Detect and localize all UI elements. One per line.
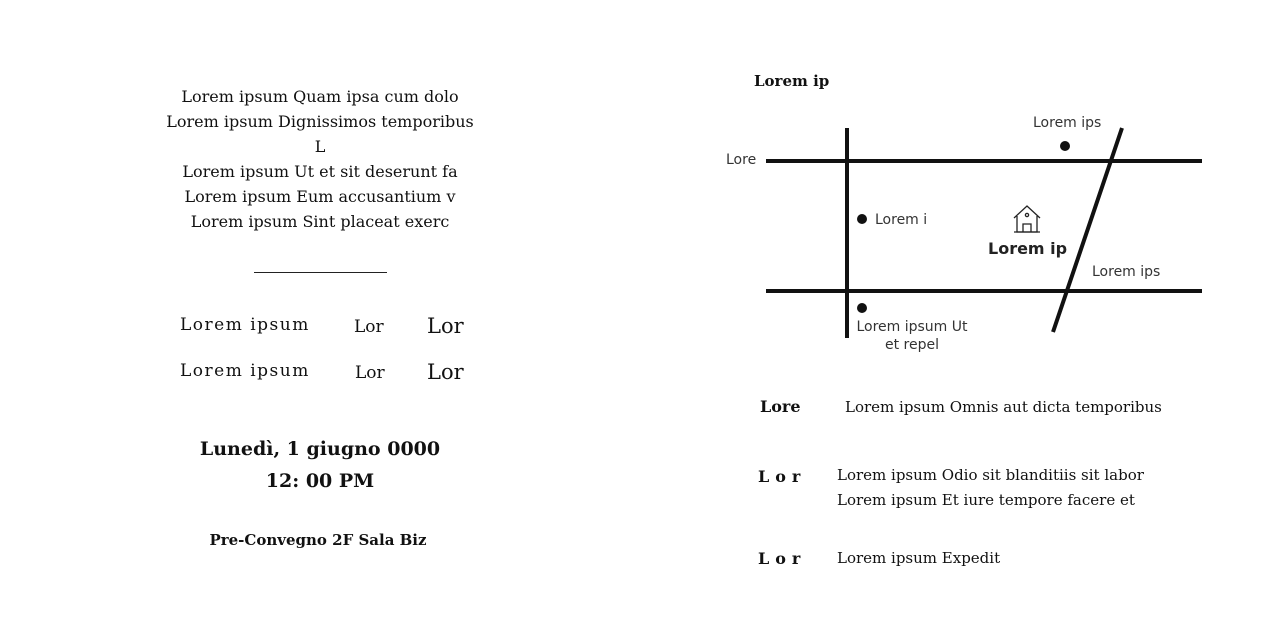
event-venue: Pre-Convegno 2F Sala Biz <box>209 531 427 549</box>
info-key: Lor <box>758 467 807 486</box>
info-value: Lorem ipsum Expedit <box>837 549 1001 567</box>
map-label: Lorem ips <box>1033 115 1102 131</box>
info-value: Lorem ipsum Et iure tempore facere et <box>837 491 1135 509</box>
map-building-label: Lorem ip <box>988 239 1068 258</box>
road-diagonal <box>1053 128 1122 332</box>
map-label: Lorem i <box>875 212 928 228</box>
house-icon <box>1014 206 1040 232</box>
signature-large: Lor <box>427 360 464 384</box>
map-marker-dot <box>857 303 867 313</box>
signature-small: Lor <box>355 363 385 383</box>
map-label: Lorem ips <box>1092 264 1161 280</box>
info-key: Lore <box>760 397 801 416</box>
event-date: Lunedì, 1 giugno 0000 <box>199 438 441 460</box>
intro-line: Lorem ipsum Ut et sit deserunt fa <box>182 162 458 181</box>
intro-line: Lorem ipsum Sint placeat exerc <box>190 212 450 231</box>
intro-line: Lorem ipsum Quam ipsa cum dolo <box>181 87 459 106</box>
info-key: Lor <box>758 549 807 568</box>
signature-name: Lorem ipsum <box>180 315 310 335</box>
intro-line: Lorem ipsum Dignissimos temporibus <box>166 112 474 131</box>
map-marker-dot <box>1060 141 1070 151</box>
event-time: 12: 00 PM <box>265 470 375 492</box>
map-marker-dot <box>857 214 867 224</box>
info-value: Lorem ipsum Omnis aut dicta temporibus <box>845 398 1162 416</box>
intro-line: Lorem ipsum Eum accusantium v <box>184 187 456 206</box>
signature-large: Lor <box>427 314 464 338</box>
signature-small: Lor <box>354 317 384 337</box>
map-label: et repel <box>884 337 939 353</box>
map-label: Lore <box>726 152 757 168</box>
intro-line: L <box>314 137 326 156</box>
map-title: Lorem ip <box>754 72 830 90</box>
map-label: Lorem ipsum Ut <box>856 319 968 335</box>
signature-name: Lorem ipsum <box>180 361 310 381</box>
info-value: Lorem ipsum Odio sit blanditiis sit labor <box>837 466 1144 484</box>
